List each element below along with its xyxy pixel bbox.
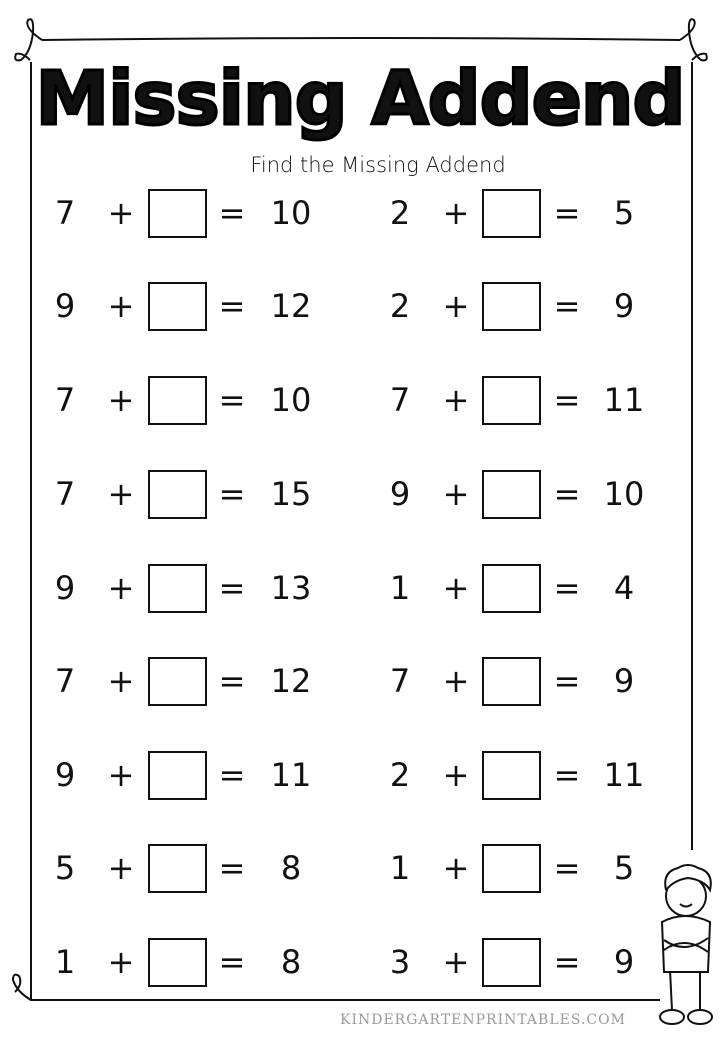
plus-sign: +	[442, 381, 470, 419]
answer-box[interactable]	[482, 470, 541, 519]
equals-sign: =	[218, 849, 246, 887]
problem-row	[0, 188, 720, 238]
problem-row	[0, 375, 720, 425]
equals-sign: =	[218, 475, 246, 513]
sum: 5	[613, 194, 635, 232]
sum: 15	[270, 475, 312, 513]
sum: 10	[270, 381, 312, 419]
answer-box[interactable]	[482, 189, 541, 238]
sum: 11	[603, 381, 645, 419]
plus-sign: +	[107, 662, 135, 700]
addend: 2	[389, 756, 411, 794]
sum: 4	[613, 569, 635, 607]
sum: 5	[613, 849, 635, 887]
equals-sign: =	[553, 287, 581, 325]
plus-sign: +	[442, 849, 470, 887]
plus-sign: +	[442, 475, 470, 513]
answer-box[interactable]	[482, 657, 541, 706]
equals-sign: =	[218, 569, 246, 607]
answer-box[interactable]	[482, 564, 541, 613]
addend: 2	[389, 287, 411, 325]
problem-row	[0, 750, 720, 800]
plus-sign: +	[107, 849, 135, 887]
addend: 7	[54, 194, 76, 232]
equals-sign: =	[218, 756, 246, 794]
plus-sign: +	[107, 381, 135, 419]
plus-sign: +	[442, 194, 470, 232]
problem-row	[0, 469, 720, 519]
addend: 1	[54, 943, 76, 981]
addend: 7	[389, 662, 411, 700]
addend: 2	[389, 194, 411, 232]
footer-watermark: KINDERGARTENPRINTABLES.COM	[340, 1012, 626, 1028]
equals-sign: =	[218, 943, 246, 981]
equals-sign: =	[218, 287, 246, 325]
sum: 12	[270, 662, 312, 700]
plus-sign: +	[442, 662, 470, 700]
addend: 9	[54, 569, 76, 607]
sum: 10	[603, 475, 645, 513]
equals-sign: =	[553, 756, 581, 794]
problem-row	[0, 563, 720, 613]
equals-sign: =	[553, 662, 581, 700]
sum: 11	[270, 756, 312, 794]
sum: 8	[280, 943, 302, 981]
problem-row	[0, 281, 720, 331]
plus-sign: +	[442, 943, 470, 981]
equals-sign: =	[218, 381, 246, 419]
equals-sign: =	[553, 194, 581, 232]
addend: 7	[54, 381, 76, 419]
sum: 10	[270, 194, 312, 232]
equals-sign: =	[553, 475, 581, 513]
plus-sign: +	[107, 194, 135, 232]
addend: 7	[389, 381, 411, 419]
equals-sign: =	[553, 569, 581, 607]
answer-box[interactable]	[482, 938, 541, 987]
equals-sign: =	[553, 849, 581, 887]
sum: 11	[603, 756, 645, 794]
answer-box[interactable]	[482, 376, 541, 425]
addend: 9	[389, 475, 411, 513]
addend: 3	[389, 943, 411, 981]
addend: 7	[54, 662, 76, 700]
problem-row	[0, 937, 720, 987]
equals-sign: =	[553, 943, 581, 981]
plus-sign: +	[442, 569, 470, 607]
subtitle: Find the Missing Addend	[250, 153, 506, 177]
equals-sign: =	[218, 662, 246, 700]
equals-sign: =	[218, 194, 246, 232]
answer-box[interactable]	[482, 751, 541, 800]
equals-sign: =	[553, 381, 581, 419]
problem-row	[0, 656, 720, 706]
answer-box[interactable]	[482, 282, 541, 331]
sum: 12	[270, 287, 312, 325]
addend: 5	[54, 849, 76, 887]
plus-sign: +	[442, 756, 470, 794]
addend: 1	[389, 849, 411, 887]
answer-box[interactable]	[482, 844, 541, 893]
addend: 9	[54, 287, 76, 325]
plus-sign: +	[442, 287, 470, 325]
plus-sign: +	[107, 569, 135, 607]
addend: 1	[389, 569, 411, 607]
addend: 9	[54, 756, 76, 794]
plus-sign: +	[107, 943, 135, 981]
plus-sign: +	[107, 756, 135, 794]
sum: 13	[270, 569, 312, 607]
plus-sign: +	[107, 287, 135, 325]
sum: 8	[280, 849, 302, 887]
sum: 9	[613, 287, 635, 325]
sum: 9	[613, 662, 635, 700]
page-title: Missing Addend	[35, 56, 685, 142]
plus-sign: +	[107, 475, 135, 513]
sum: 9	[613, 943, 635, 981]
boy-illustration	[650, 860, 720, 1040]
addend: 7	[54, 475, 76, 513]
problem-row	[0, 843, 720, 893]
